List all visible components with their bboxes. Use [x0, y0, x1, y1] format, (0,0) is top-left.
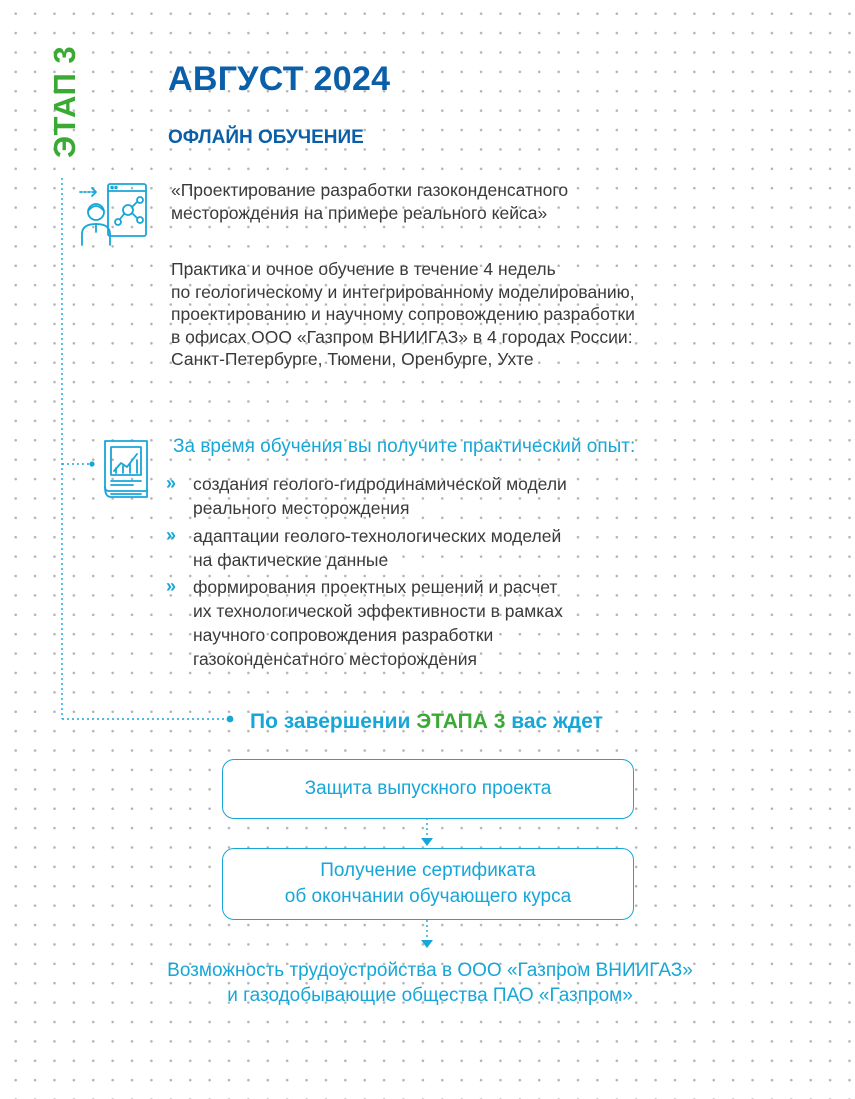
experience-item: адаптации геолого-технологических моделей на фактические данные	[193, 526, 562, 570]
chart-book-icon	[101, 437, 153, 501]
step-box-certificate: Получение сертификата об окончании обучающего курса	[222, 848, 634, 920]
completion-heading-accent: ЭТАПА 3	[416, 710, 506, 733]
section-subtitle: ОФЛАЙН ОБУЧЕНИЕ	[168, 127, 364, 148]
course-description: Практика и очное обучение в течение 4 недель по геологическому и интегрированному моделированию, проектированию и научному сопровождению разработки в офисах ООО «Газпром ВНИИГАЗ» в 4 городах России: Санкт-Петербурге, Тюмени, Оренбурге, Ухте	[171, 259, 635, 369]
stage-label: ЭТАП 3	[47, 45, 82, 158]
step-box-project-defense: Защита выпускного проекта	[222, 759, 634, 819]
bullet-marker: »	[166, 473, 177, 493]
course-name: «Проектирование разработки газоконденсатного месторождения на примере реального кейса»	[171, 180, 569, 223]
person-network-icon	[78, 182, 150, 248]
experience-item: формирования проектных решений и расчет их технологической эффективности в рамках научного сопровождения разработки газоконденсатного месторождения	[193, 577, 563, 669]
completion-heading-suffix: вас ждет	[505, 710, 603, 733]
completion-heading-prefix: По завершении	[250, 710, 417, 733]
experience-heading: За время обучения вы получите практический опыт:	[173, 436, 636, 457]
completion-heading	[250, 710, 603, 734]
experience-item: создания геолого-гидродинамической модели реального месторождения	[193, 474, 567, 518]
bullet-marker: »	[166, 576, 177, 596]
page-title: АВГУСТ 2024	[168, 60, 391, 98]
career-outcome: Возможность трудоустройства в ООО «Газпром ВНИИГАЗ» и газодобывающие общества ПАО «Газпром»	[167, 960, 693, 1006]
bullet-marker: »	[166, 525, 177, 545]
